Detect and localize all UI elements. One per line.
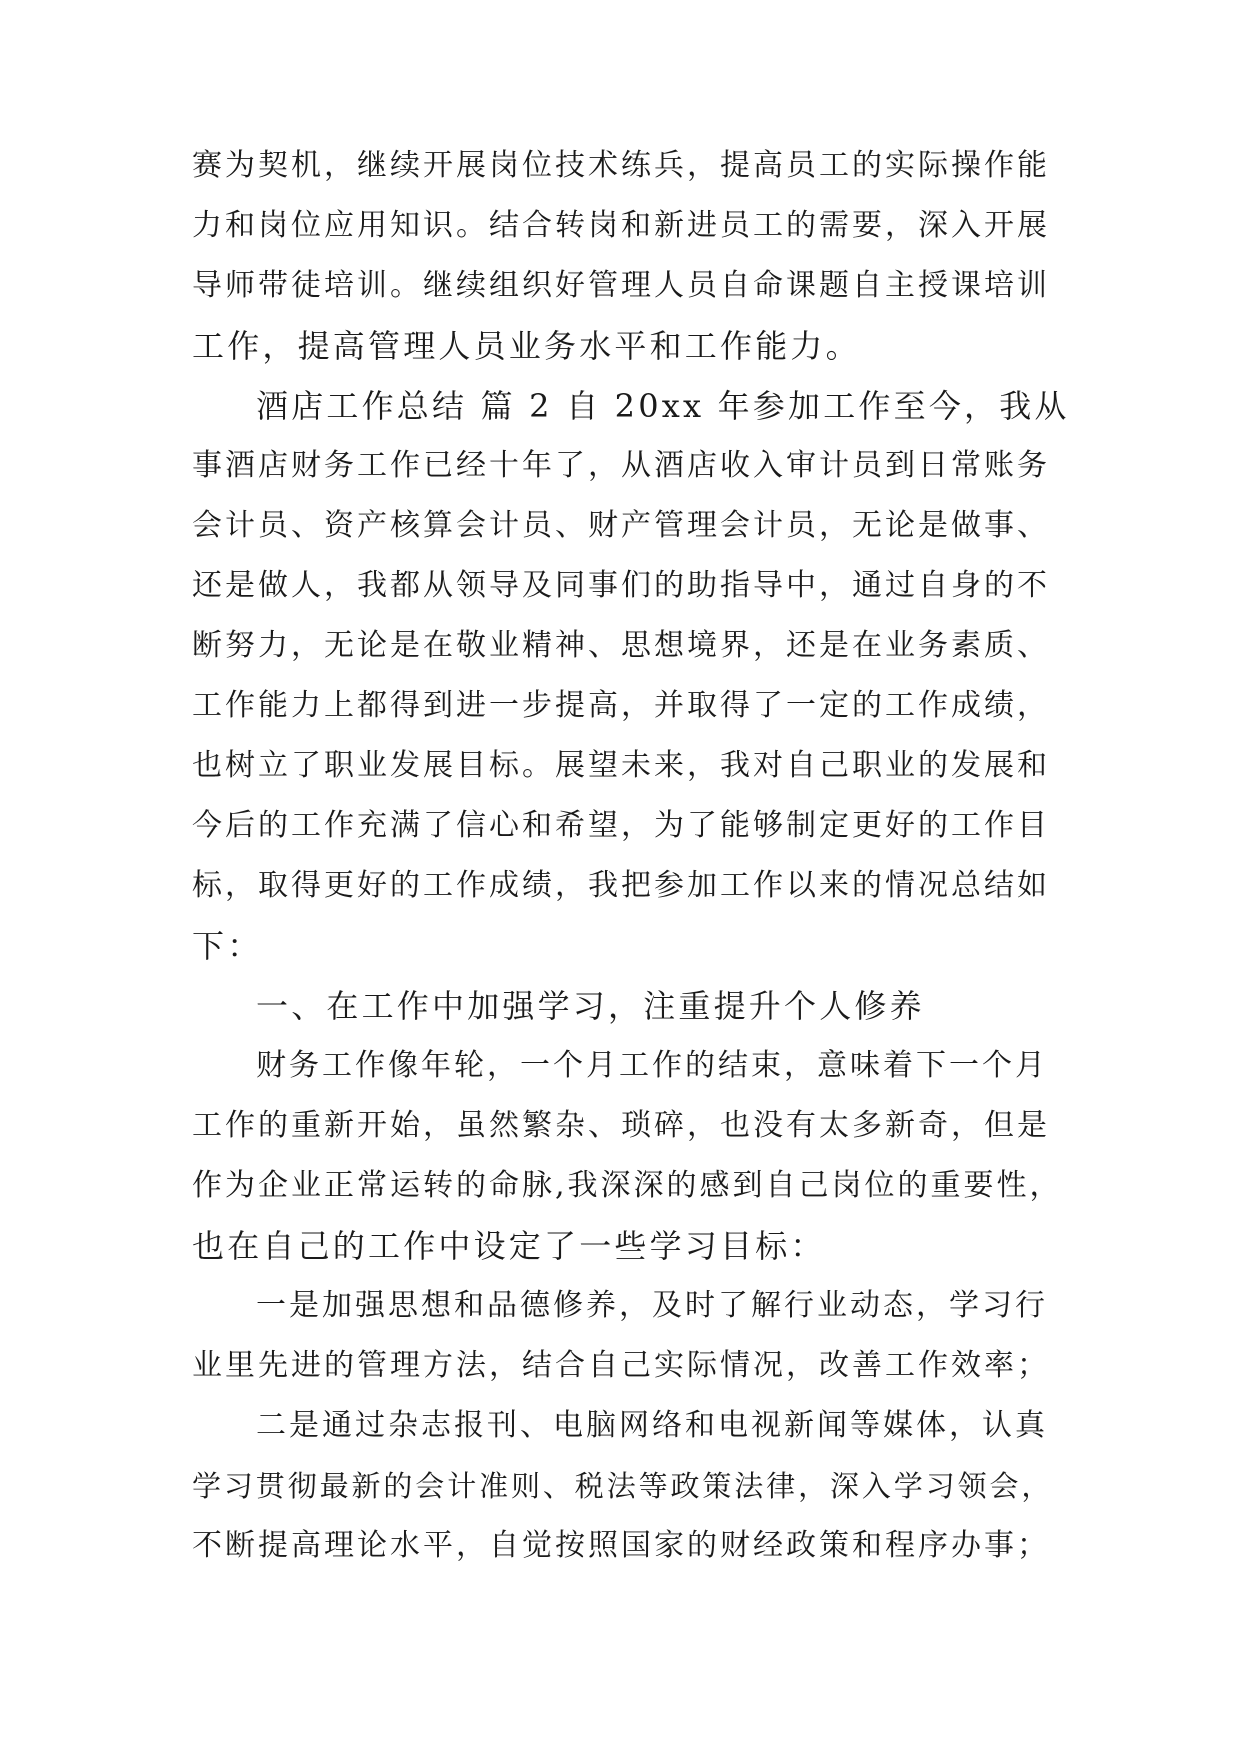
text-line: 工作的重新开始，虽然繁杂、琐碎，也没有太多新奇，但是	[192, 1108, 1050, 1143]
text-line: 也在自己的工作中设定了一些学习目标：	[192, 1227, 826, 1265]
text-line: 下：	[192, 927, 263, 965]
text-line: 断努力，无论是在敬业精神、思想境界，还是在业务素质、	[192, 628, 1050, 663]
text-line: 导师带徒培训。继续组织好管理人员自命课题自主授课培训	[192, 268, 1050, 303]
text-line: 一是加强思想和品德修养，及时了解行业动态，学习行	[256, 1288, 1048, 1323]
text-line: 事酒店财务工作已经十年了，从酒店收入审计员到日常账务	[192, 448, 1050, 483]
text-line: 标，取得更好的工作成绩，我把参加工作以来的情况总结如	[192, 868, 1050, 903]
text-line: 也树立了职业发展目标。展望未来，我对自己职业的发展和	[192, 748, 1050, 783]
text-line: 不断提高理论水平，自觉按照国家的财经政策和程序办事；	[192, 1528, 1050, 1563]
text-line: 还是做人，我都从领导及同事们的助指导中，通过自身的不	[192, 568, 1050, 603]
text-line: 二是通过杂志报刊、电脑网络和电视新闻等媒体，认真	[256, 1408, 1048, 1443]
section-heading-line: 酒店工作总结 篇 2 自 20xx 年参加工作至今，我从	[256, 387, 1070, 425]
text-line: 学习贯彻最新的会计准则、税法等政策法律，深入学习领会，	[192, 1469, 1054, 1503]
text-line: 工作，提高管理人员业务水平和工作能力。	[192, 327, 861, 365]
subheading-line: 一、在工作中加强学习，注重提升个人修养	[256, 987, 925, 1025]
text-line: 财务工作像年轮，一个月工作的结束，意味着下一个月	[256, 1048, 1048, 1083]
text-line: 工作能力上都得到进一步提高，并取得了一定的工作成绩，	[192, 688, 1050, 723]
text-line: 赛为契机，继续开展岗位技术练兵，提高员工的实际操作能	[192, 148, 1050, 183]
text-line: 力和岗位应用知识。结合转岗和新进员工的需要，深入开展	[192, 208, 1050, 243]
text-line: 业里先进的管理方法，结合自己实际情况，改善工作效率；	[192, 1348, 1050, 1383]
text-line: 今后的工作充满了信心和希望，为了能够制定更好的工作目	[192, 808, 1050, 843]
text-line: 会计员、资产核算会计员、财产管理会计员，无论是做事、	[192, 508, 1050, 543]
text-line: 作为企业正常运转的命脉,我深深的感到自己岗位的重要性，	[192, 1168, 1063, 1203]
